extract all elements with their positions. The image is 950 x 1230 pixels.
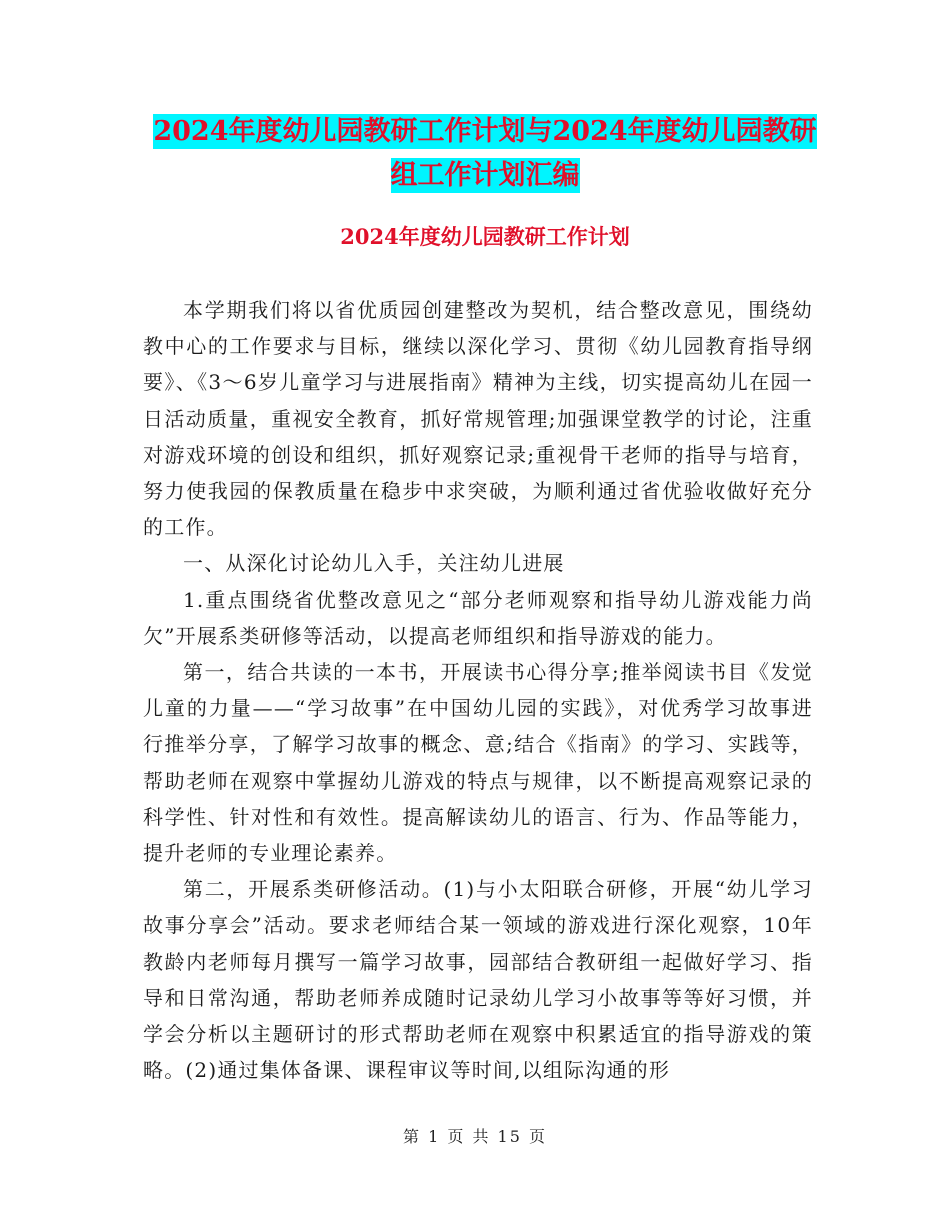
paragraph-first: 第一，结合共读的一本书，开展读书心得分享;推举阅读书目《发觉儿童的力量——“学习故事”在中国幼儿园的实践》，对优秀学习故事进行推举分享，了解学习故事的概念、意;结合《指南》的学习、实践等，帮助老师在观察中掌握幼儿游戏的特点与规律，以不断提高观察记录的科学性、针对性和有效性。提高解读幼儿的语言、行为、作品等能力，提升老师的专业理论素养。 — [143, 660, 813, 866]
paragraph-heading-1: 一、从深化讨论幼儿入手，关注幼儿进展 — [183, 551, 565, 576]
section-title: 2024年度幼儿园教研工作计划 — [340, 224, 630, 249]
document-title — [140, 110, 830, 198]
paragraph-intro: 本学期我们将以省优质园创建整改为契机，结合整改意见，围绕幼教中心的工作要求与目标，继续以深化学习、贯彻《幼儿园教育指导纲要》、《3～6岁儿童学习与进展指南》精神为主线，切实提高幼儿在园一日活动质量，重视安全教育，抓好常规管理;加强课堂教学的讨论，注重对游戏环境的创设和组织，抓好观察记录;重视骨干老师的指导与培育，努力使我园的保教质量在稳步中求突破，为顺利通过省优验收做好充分的工作。 — [143, 298, 813, 540]
page-footer: 第 1 页 共 15 页 — [403, 1127, 547, 1146]
paragraph-second: 第二，开展系类研修活动。(1)与小太阳联合研修，开展“幼儿学习故事分享会”活动。要求老师结合某一领域的游戏进行深化观察，10年教龄内老师每月撰写一篇学习故事，园部结合教研组一起做好学习、指导和日常沟通，帮助老师养成随时记录幼儿学习小故事等等好习惯，并学会分析以主题研讨的形式帮助老师在观察中积累适宜的指导游戏的策略。(2)通过集体备课、课程审议等时间,以组际沟通的形 — [143, 877, 813, 1083]
document-title-line-1: 2024年度幼儿园教研工作计划与2024年度幼儿园教研 — [153, 116, 817, 147]
paragraph-item-1: 1.重点围绕省优整改意见之“部分老师观察和指导幼儿游戏能力尚欠”开展系类研修等活动，以提高老师组织和指导游戏的能力。 — [143, 587, 813, 648]
document-body — [143, 292, 813, 1088]
document-title-line-2: 组工作计划汇编 — [390, 160, 580, 191]
